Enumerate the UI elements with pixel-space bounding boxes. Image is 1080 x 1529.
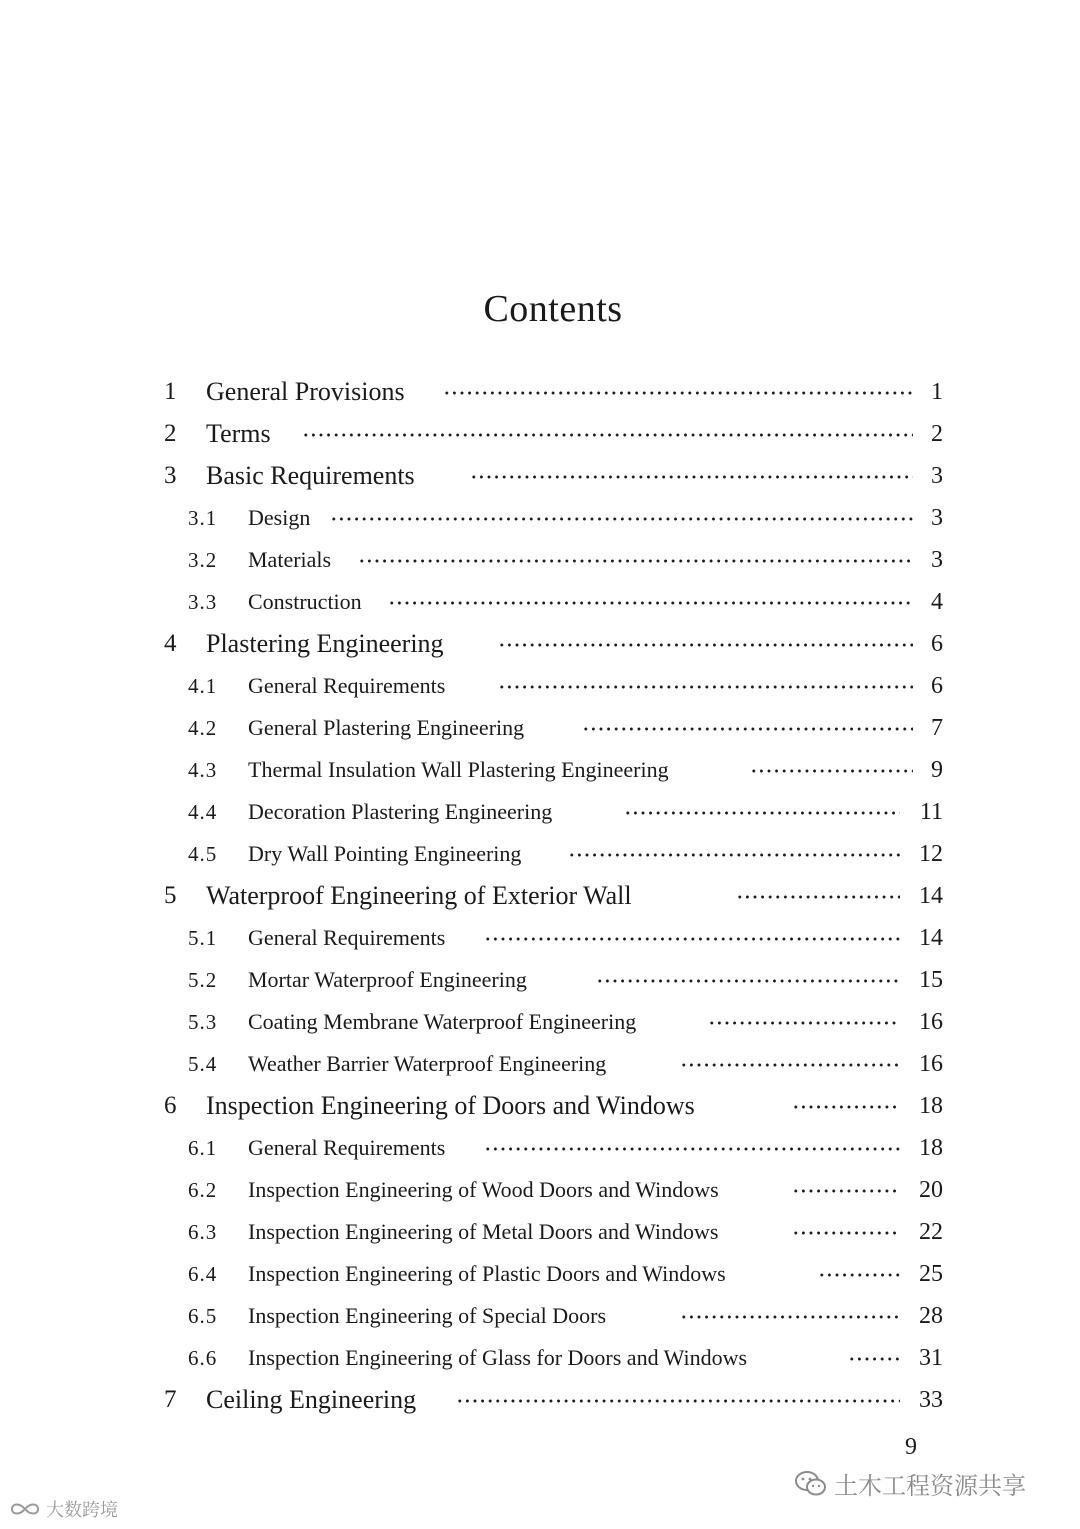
- toc-page: 3: [931, 462, 943, 489]
- toc-row[interactable]: [0, 1212, 1080, 1252]
- watermark-right-text: 土木工程资源共享: [834, 1472, 1026, 1500]
- toc-page: 11: [919, 798, 943, 825]
- toc-page: 18: [919, 1134, 943, 1161]
- toc-row[interactable]: [0, 1380, 1080, 1420]
- page-number: 9: [905, 1434, 917, 1460]
- toc-page: 9: [931, 756, 943, 783]
- wechat-icon: [794, 1469, 828, 1499]
- toc-row[interactable]: [0, 960, 1080, 1000]
- toc-page: 18: [919, 1092, 943, 1119]
- toc-label: Coating Membrane Waterproof Engineering: [248, 1009, 637, 1034]
- dot-leader: [456, 1399, 900, 1403]
- toc-row[interactable]: [0, 1338, 1080, 1378]
- toc-label: Construction: [248, 589, 362, 614]
- toc-row[interactable]: [0, 708, 1080, 748]
- toc-number: 3.3: [188, 589, 218, 614]
- toc-label: Plastering Engineering: [206, 629, 444, 658]
- toc-row[interactable]: [0, 414, 1080, 454]
- toc-label: Weather Barrier Waterproof Engineering: [248, 1051, 607, 1076]
- toc-number: 3.2: [188, 547, 218, 572]
- toc-number: 5.2: [188, 967, 218, 992]
- toc-label: Basic Requirements: [206, 461, 415, 490]
- toc-page: 4: [931, 588, 943, 615]
- toc-label: Waterproof Engineering of Exterior Wall: [206, 881, 632, 910]
- toc-row[interactable]: [0, 582, 1080, 622]
- toc-number: 3.1: [188, 505, 218, 530]
- toc-label: Materials: [248, 547, 332, 572]
- toc-label: Inspection Engineering of Doors and Windows: [206, 1091, 695, 1120]
- toc-page: 31: [919, 1344, 943, 1371]
- toc-label: Inspection Engineering of Plastic Doors and Windows: [248, 1261, 726, 1286]
- toc-number: 6: [164, 1092, 177, 1119]
- toc-row[interactable]: [0, 1128, 1080, 1168]
- dot-leader: [484, 937, 900, 941]
- toc-number: 6.2: [188, 1177, 218, 1202]
- toc-number: 4: [164, 630, 177, 657]
- toc-row[interactable]: [0, 834, 1080, 874]
- toc-row[interactable]: [0, 1170, 1080, 1210]
- toc-page: 2: [931, 420, 943, 447]
- toc-page: 7: [931, 714, 943, 741]
- toc-label: Thermal Insulation Wall Plastering Engineering: [248, 757, 669, 782]
- toc-row[interactable]: [0, 1254, 1080, 1294]
- toc-number: 3: [164, 462, 177, 489]
- toc-row[interactable]: [0, 1086, 1080, 1126]
- toc-page: 14: [919, 882, 943, 909]
- dot-leader: [443, 391, 913, 395]
- toc-label: Terms: [206, 419, 271, 448]
- dot-leader: [358, 559, 913, 563]
- toc-page: 16: [919, 1008, 943, 1035]
- toc-page: 6: [931, 672, 943, 699]
- toc-label: General Requirements: [248, 1135, 446, 1160]
- toc-page: 28: [919, 1302, 943, 1329]
- toc-number: 2: [164, 420, 177, 447]
- toc-page: 16: [919, 1050, 943, 1077]
- dot-leader: [708, 1021, 900, 1025]
- toc-row[interactable]: [0, 750, 1080, 790]
- toc-label: Design: [248, 505, 311, 530]
- toc-number: 7: [164, 1386, 177, 1413]
- toc-number: 5: [164, 882, 177, 909]
- dot-leader: [330, 517, 913, 521]
- dot-leader: [596, 979, 900, 983]
- toc-row[interactable]: [0, 1002, 1080, 1042]
- toc-page: 33: [919, 1386, 943, 1413]
- toc-number: 5.3: [188, 1009, 218, 1034]
- toc-page: 20: [919, 1176, 943, 1203]
- dot-leader: [750, 769, 913, 773]
- toc-row[interactable]: [0, 372, 1080, 412]
- dot-leader: [568, 853, 900, 857]
- toc-row[interactable]: [0, 1044, 1080, 1084]
- toc-label: Inspection Engineering of Wood Doors and Windows: [248, 1177, 719, 1202]
- toc-page: 3: [931, 504, 943, 531]
- toc-number: 4.5: [188, 841, 218, 866]
- toc-row[interactable]: [0, 540, 1080, 580]
- dot-leader: [680, 1063, 900, 1067]
- dot-leader: [624, 811, 900, 815]
- toc-row[interactable]: [0, 918, 1080, 958]
- toc-row[interactable]: [0, 498, 1080, 538]
- page-title: Contents: [483, 288, 623, 331]
- toc-page: 22: [919, 1218, 943, 1245]
- toc-row[interactable]: [0, 666, 1080, 706]
- dot-leader: [818, 1273, 900, 1277]
- toc-row[interactable]: [0, 456, 1080, 496]
- toc-number: 4.3: [188, 757, 218, 782]
- dot-leader: [848, 1357, 900, 1361]
- dot-leader: [792, 1105, 900, 1109]
- toc-number: 5.4: [188, 1051, 218, 1076]
- toc-number: 4.2: [188, 715, 218, 740]
- toc-number: 6.5: [188, 1303, 218, 1328]
- toc-label: Ceiling Engineering: [206, 1385, 417, 1414]
- toc-page: 1: [931, 378, 943, 405]
- dot-leader: [792, 1189, 900, 1193]
- dot-leader: [498, 643, 913, 647]
- toc-page: 25: [919, 1260, 943, 1287]
- toc-number: 6.6: [188, 1345, 218, 1370]
- toc-number: 5.1: [188, 925, 218, 950]
- toc-label: Dry Wall Pointing Engineering: [248, 841, 522, 866]
- toc-page: 12: [919, 840, 943, 867]
- toc-label: General Requirements: [248, 673, 446, 698]
- toc-page: 14: [919, 924, 943, 951]
- toc-row[interactable]: [0, 876, 1080, 916]
- toc-label: General Requirements: [248, 925, 446, 950]
- dot-leader: [792, 1231, 900, 1235]
- toc-number: 6.1: [188, 1135, 218, 1160]
- toc-number: 1: [164, 378, 177, 405]
- toc-number: 6.3: [188, 1219, 218, 1244]
- dot-leader: [470, 475, 913, 479]
- toc-page: 15: [919, 966, 943, 993]
- toc-number: 6.4: [188, 1261, 218, 1286]
- toc-row[interactable]: [0, 792, 1080, 832]
- toc-label: Decoration Plastering Engineering: [248, 799, 553, 824]
- toc-label: Inspection Engineering of Glass for Doors and Windows: [248, 1345, 748, 1370]
- dot-leader: [302, 433, 913, 437]
- dot-leader: [484, 1147, 900, 1151]
- toc-page: 3: [931, 546, 943, 573]
- toc-label: General Provisions: [206, 377, 405, 406]
- toc-label: Inspection Engineering of Metal Doors and Windows: [248, 1219, 719, 1244]
- infinity-logo-icon: [8, 1499, 42, 1519]
- dot-leader: [582, 727, 913, 731]
- toc-page: 6: [931, 630, 943, 657]
- dot-leader: [388, 601, 913, 605]
- toc-label: Mortar Waterproof Engineering: [248, 967, 527, 992]
- toc-number: 4.1: [188, 673, 218, 698]
- toc-label: Inspection Engineering of Special Doors: [248, 1303, 607, 1328]
- dot-leader: [680, 1315, 900, 1319]
- dot-leader: [736, 895, 900, 899]
- watermark-left: [8, 1496, 118, 1522]
- toc-row[interactable]: [0, 1296, 1080, 1336]
- watermark-right: [794, 1466, 1026, 1501]
- toc-row[interactable]: [0, 624, 1080, 664]
- dot-leader: [498, 685, 913, 689]
- toc-number: 4.4: [188, 799, 218, 824]
- toc-label: General Plastering Engineering: [248, 715, 525, 740]
- watermark-left-text: 大数跨境: [46, 1500, 118, 1521]
